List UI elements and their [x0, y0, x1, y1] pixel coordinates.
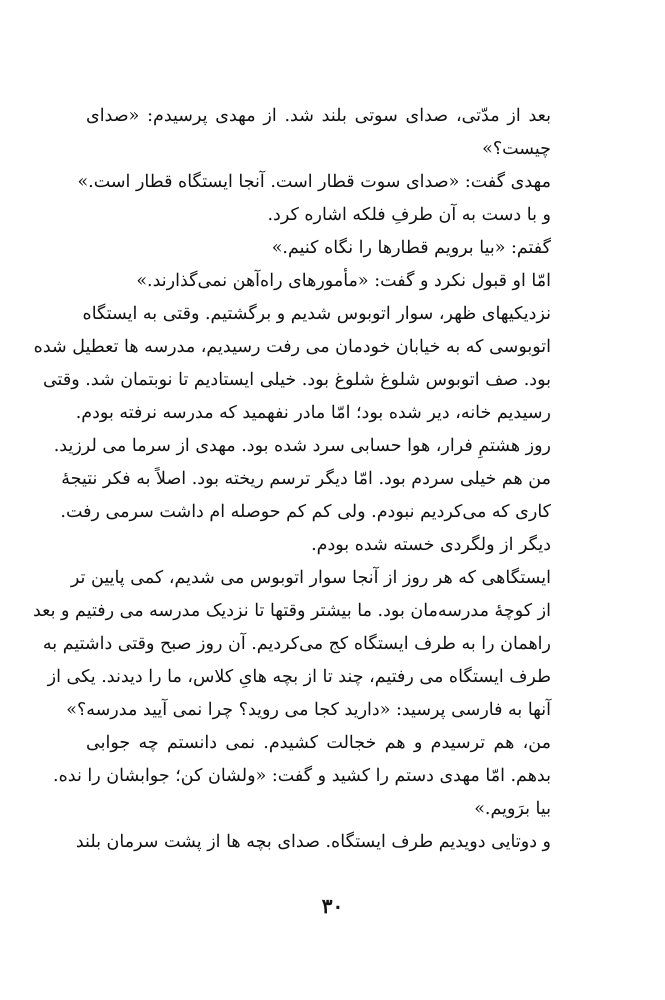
text-line: گفتم: «بیا برویم قطارها را نگاه کنیم.»: [271, 238, 551, 258]
text-line: دیگر از ولگردی خسته شده بودم.: [311, 535, 551, 555]
text-line: و دوتایی دویدیم طرف ایستگاه. صدای بچه ها از پشت سرمان بلند: [75, 832, 551, 852]
text-line: رسیدیم خانه، دیر شده بود؛ امّا مادر نفهمید که مدرسه نرفته بودم.: [75, 403, 551, 423]
text-line: چیست؟»: [482, 139, 551, 159]
text-line: بعد از مدّتی، صدای سوتی بلند شد. از مهدی پرسیدم: «صدای: [86, 106, 551, 126]
page-number: ۳۰: [321, 894, 344, 918]
text-line: کاری که می‌کردیم نبودم. ولی کم کم حوصله ام داشت سرمی رفت.: [60, 502, 551, 522]
text-line: ایستگاهی که هر روز از آنجا سوار اتوبوس می شدیم، کمی پایین تر: [70, 568, 551, 588]
text-line: طرف ایستگاه می رفتیم، چند تا از بچه هایِ کلاس، ما را دیدند. یکی از: [47, 667, 551, 687]
text-line: مهدی گفت: «صدای سوت قطار است. آنجا ایستگاه قطار است.»: [77, 172, 551, 192]
body-text: [32, 100, 551, 859]
text-line: بدهم. امّا مهدی دستم را کشید و گفت: «ولشان کن؛ جوابشان را نده.: [53, 766, 551, 786]
text-line: از کوچهٔ مدرسه‌مان بود. ما بیشتر وقتها تا نزدیک مدرسه می رفتیم و بعد: [32, 601, 551, 621]
text-line: بیا برَویم.»: [474, 799, 551, 819]
text-line: اتوبوسی که به خیابان خودمان می رفت رسیدیم، مدرسه ها تعطیل شده: [33, 337, 551, 357]
text-line: امّا او قبول نکرد و گفت: «مأمورهای راه‌آهن نمی‌گذارند.»: [136, 271, 551, 291]
text-line: من، هم ترسیدم و هم خجالت کشیدم. نمی دانستم چه جوابی: [86, 733, 551, 753]
text-line: و با دست به آن طرفِ فلکه اشاره کرد.: [267, 205, 551, 225]
text-line: بود. صف اتوبوس شلوغ شلوغ بود. خیلی ایستادیم تا نوبتمان شد. وقتی: [42, 370, 551, 390]
text-line: نزدیکیهای ظهر، سوار اتوبوس شدیم و برگشتیم. وقتی به ایستگاه: [82, 304, 551, 324]
text-line: راهمان را به طرف ایستگاه کج می‌کردیم. آن روز صبح وقتی داشتیم به: [42, 634, 551, 654]
text-line: آنها به فارسی پرسید: «دارید کجا می روید؟ چرا نمی آیید مدرسه؟»: [66, 700, 551, 720]
text-line: من هم خیلی سردم بود. امّا دیگر ترسم ریخته بود. اصلاً به فکر نتیجهٔ: [61, 469, 551, 489]
text-line: روز هشتمِ فرار، هوا حسابی سرد شده بود. مهدی از سرما می لرزید.: [53, 436, 551, 456]
